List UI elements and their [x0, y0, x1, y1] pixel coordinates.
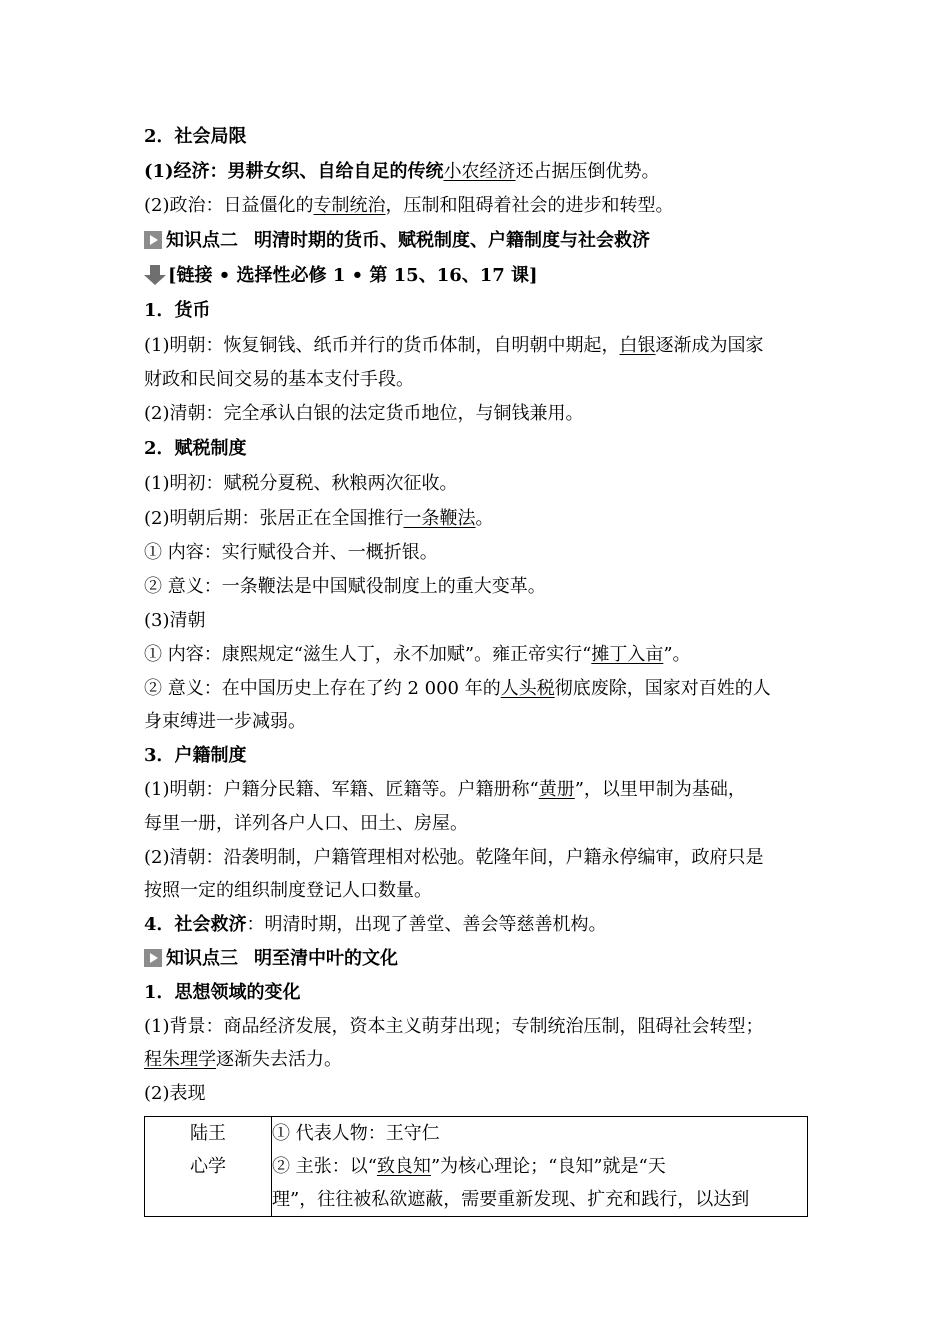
text: ② 主张：以“: [272, 1156, 377, 1177]
list-item-significance: ② 意义：一条鞭法是中国赋役制度上的重大变革。: [144, 576, 546, 597]
underlined-term: 致良知: [376, 1156, 431, 1177]
underlined-term: 专制统治: [313, 195, 386, 216]
thought-table: [144, 1116, 808, 1217]
text: (1)明朝：恢复铜钱、纸币并行的货币体制，自明朝中期起，: [144, 335, 620, 356]
paragraph-tax-late-ming: [144, 507, 808, 531]
paragraph-household-ming-cont: 每里一册，详列各户人口、田土、房屋。: [144, 813, 468, 834]
knowledge-point-title: 明清时期的货币、赋税制度、户籍制度与社会救济: [254, 230, 650, 251]
text: 逐渐失去活力。: [216, 1049, 342, 1070]
text: ① 内容：康熙规定“滋生人丁，永不加赋”。雍正帝实行“: [144, 644, 592, 665]
text: 。: [475, 508, 494, 529]
paragraph-currency-ming: [144, 334, 808, 358]
underlined-term: 小农经济: [443, 161, 516, 182]
text: 还占据压倒优势。: [515, 161, 660, 182]
text: ”为核心理论；“良知”就是“天: [430, 1156, 666, 1177]
text: ，压制和阻碍着社会的进步和转型。: [385, 195, 674, 216]
text: (1)明朝：户籍分民籍、军籍、匠籍等。户籍册称“: [144, 779, 539, 800]
text: 逐渐成为国家: [655, 335, 764, 356]
knowledge-point-3-heading: [144, 947, 808, 971]
text: (2)政治：日益僵化的: [144, 195, 314, 216]
play-icon: [144, 231, 162, 249]
underlined-term: 程朱理学: [144, 1049, 216, 1070]
cell-text: 陆王: [190, 1123, 226, 1144]
text: ② 意义：在中国历史上存在了约 2 000 年的: [144, 678, 501, 699]
link-text: [链接 • 选择性必修 1 • 第 15、16、17 课]: [168, 265, 538, 286]
paragraph-tax-qing: (3)清朝: [144, 610, 206, 631]
knowledge-point-label: 知识点二: [166, 230, 238, 251]
cell-text: [272, 1150, 807, 1183]
text: 彻底废除，国家对百姓的人: [554, 678, 771, 699]
table-cell-school: [145, 1117, 272, 1217]
underlined-term: 摊丁入亩: [591, 644, 664, 665]
table-cell-details: [272, 1117, 808, 1217]
knowledge-point-label: 知识点三: [166, 948, 238, 969]
underlined-term: 一条鞭法: [403, 508, 476, 529]
paragraph-performance: (2)表现: [144, 1083, 206, 1104]
cell-text: 心学: [190, 1156, 226, 1177]
play-icon: [144, 949, 162, 967]
paragraph-economy: [144, 160, 808, 184]
section-heading-household: 3．户籍制度: [144, 745, 247, 766]
list-item-significance-qing: [144, 677, 808, 701]
list-item-significance-qing-cont: 身束缚进一步减弱。: [144, 711, 306, 732]
paragraph-household-qing-cont: 按照一定的组织制度登记人口数量。: [144, 880, 432, 901]
knowledge-point-2-heading: [144, 229, 808, 253]
text: ：明清时期，出现了善堂、善会等慈善机构。: [246, 914, 607, 935]
paragraph-currency-qing: (2)清朝：完全承认白银的法定货币地位，与铜钱兼用。: [144, 403, 584, 424]
table-row: [145, 1117, 808, 1217]
text: (1)经济：男耕女织、自给自足的传统: [144, 161, 444, 182]
paragraph-background-cont: [144, 1048, 808, 1072]
paragraph-social-relief: [144, 913, 808, 937]
paragraph-politics: [144, 194, 808, 218]
section-heading-currency: 1．货币: [144, 300, 211, 321]
text: ”。: [663, 644, 691, 665]
textbook-link: [144, 264, 808, 288]
section-heading-social-limits: 2．社会局限: [144, 126, 247, 147]
down-arrow-icon: [144, 265, 166, 285]
section-heading-tax: 2．赋税制度: [144, 438, 247, 459]
paragraph-household-ming: [144, 778, 808, 802]
paragraph-background: (1)背景：商品经济发展，资本主义萌芽出现；专制统治压制，阻碍社会转型；: [144, 1016, 764, 1037]
paragraph-currency-ming-cont: 财政和民间交易的基本支付手段。: [144, 369, 414, 390]
underlined-term: 黄册: [538, 779, 575, 800]
text: 4．社会救济: [144, 914, 247, 935]
underlined-term: 白银: [619, 335, 656, 356]
knowledge-point-title: 明至清中叶的文化: [254, 948, 398, 969]
cell-text: ① 代表人物：王守仁: [272, 1123, 440, 1144]
paragraph-tax-early-ming: (1)明初：赋税分夏税、秋粮两次征收。: [144, 473, 458, 494]
cell-text: 理”，往往被私欲遮蔽，需要重新发现、扩充和践行，以达到: [272, 1189, 750, 1210]
underlined-term: 人头税: [500, 678, 555, 699]
section-heading-thought: 1．思想领域的变化: [144, 982, 301, 1003]
list-item-content-qing: [144, 643, 808, 667]
text: (2)明朝后期：张居正在全国推行: [144, 508, 404, 529]
list-item-content: ① 内容：实行赋役合并、一概折银。: [144, 542, 438, 563]
text: ”，以里甲制为基础，: [574, 779, 746, 800]
paragraph-household-qing: (2)清朝：沿袭明制，户籍管理相对松弛。乾隆年间，户籍永停编审，政府只是: [144, 847, 764, 868]
